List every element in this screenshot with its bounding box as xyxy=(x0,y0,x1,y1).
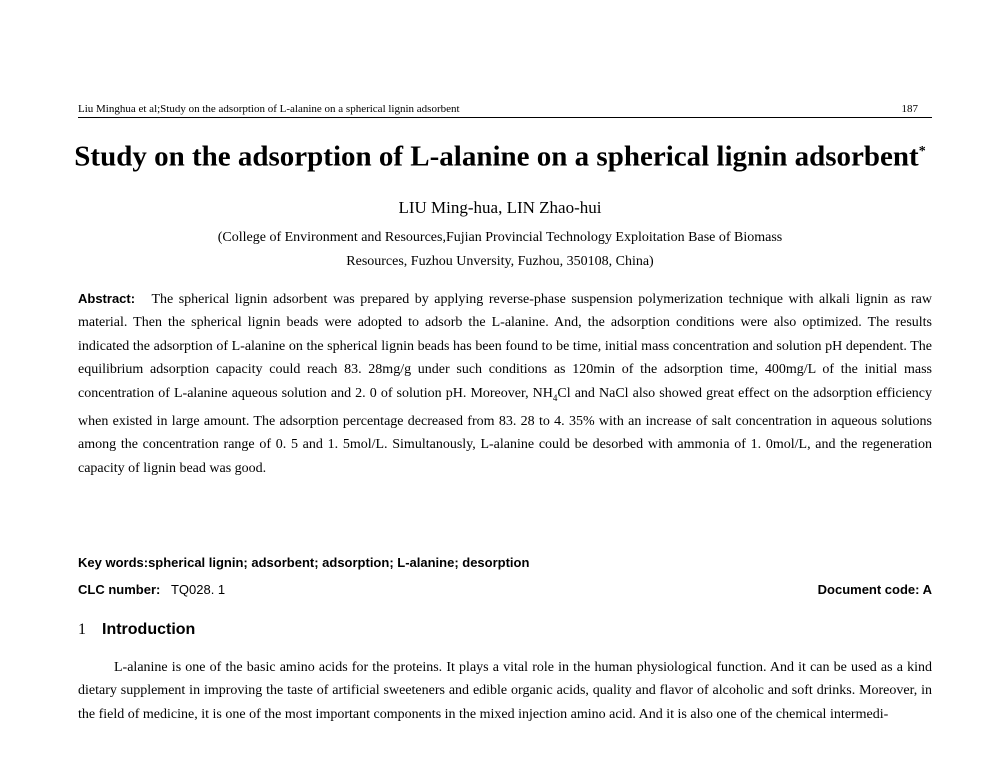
section-number: 1 xyxy=(78,621,86,638)
abstract-text-part-2: Cl and NaCl also showed great effect on the adsorption efficiency when existed in large amount. The adsorption percentage decreased from 83. 28 to 4. 35% with an increase of salt concentration in aqueous solutions among the concentration range of 0. 5 and 1. 5mol/L. Simultanously, L-alanine could be desorbed with ammonia of 1. 0mol/L, and the regeneration capacity of lignin bead was good. xyxy=(78,385,932,476)
abstract xyxy=(78,287,932,480)
affiliation xyxy=(90,226,910,274)
section-title: Introduction xyxy=(102,621,196,638)
keywords: Key words:spherical lignin; adsorbent; adsorption; L-alanine; desorption xyxy=(78,555,530,570)
author-list: LIU Ming-hua, LIN Zhao-hui xyxy=(398,198,602,217)
title-footnote-mark: * xyxy=(918,144,926,159)
affiliation-line-1: (College of Environment and Resources,Fujian Provincial Technology Exploitation Base of Biomass xyxy=(217,230,783,245)
affiliation-line-2: Resources, Fuzhou Unversity, Fuzhou, 350108, China) xyxy=(346,254,654,269)
running-title: Liu Minghua et al;Study on the adsorption of L-alanine on a spherical lignin adsorbent xyxy=(78,103,460,115)
document-code: Document code: A xyxy=(817,582,932,597)
page-number: 187 xyxy=(901,103,918,115)
running-header xyxy=(78,102,932,118)
clc-value: TQ028. 1 xyxy=(170,582,226,597)
abstract-subscript: 4 xyxy=(552,392,558,403)
paper-title xyxy=(0,134,1000,175)
abstract-label: Abstract: xyxy=(78,291,136,306)
abstract-text-part-1: The spherical lignin adsorbent was prepared by applying reverse-phase suspension polymerization technique with alkali lignin as raw material. Then the spherical lignin beads were adopted to adsorb the L-alanine. And, the adsorption conditions were also optimized. The results indicated the adsorption of L-alanine on the spherical lignin beads has been found to be time, initial mass concentration and solution pH dependent. The equilibrium adsorption capacity could reach 83. 28mg/g under such conditions as 120min of the adsorption time, 400mg/L of the initial mass concentration of L-alanine aqueous solution and 2. 0 of solution pH. Moreover, NH xyxy=(78,292,932,401)
paper-title-text: Study on the adsorption of L-alanine on a spherical lignin adsorbent xyxy=(74,140,919,173)
body-paragraph: L-alanine is one of the basic amino acids for the proteins. It plays a vital role in the human physiological function. And it can be used as a kind dietary supplement in improving the taste of artificial sweeteners and edible organic acids, quality and flavor of alcoholic and soft drinks. Moreover, in the field of medicine, it is one of the most important components in the mixed injection amino acid. And it is also one of the chemical intermedi- xyxy=(78,660,932,722)
section-heading xyxy=(78,620,932,640)
clc-label: CLC number: xyxy=(78,582,161,597)
classification-line xyxy=(78,580,932,600)
